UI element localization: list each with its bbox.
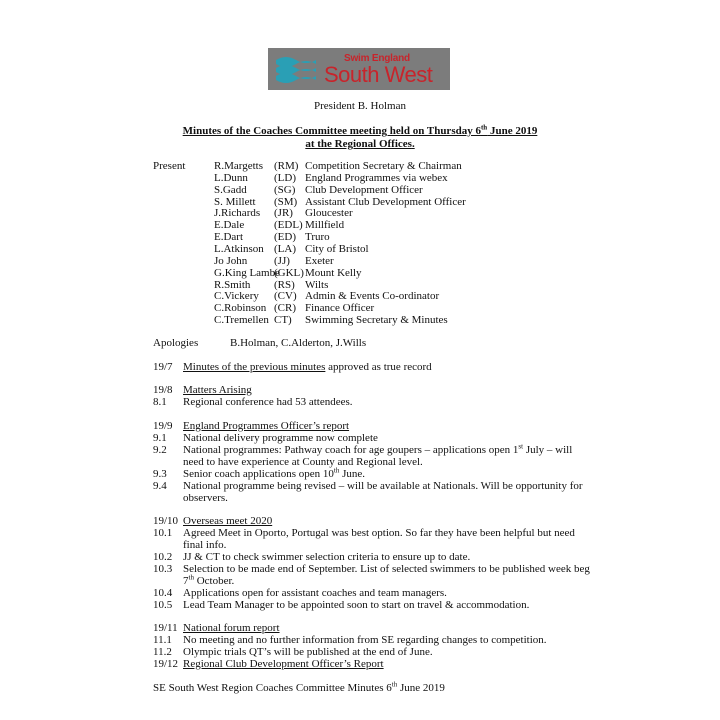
attendee-name: S. Millett (214, 195, 256, 208)
section-heading: Overseas meet 2020 (183, 515, 273, 527)
item-number: 9.1 (153, 432, 167, 444)
item-text-continued: 7th October. (183, 573, 235, 587)
attendee-name: L.Dunn (214, 171, 248, 184)
section-heading: Matters Arising (183, 384, 252, 396)
attendee-role: Gloucester (305, 207, 353, 220)
attendee-initials: (CR) (274, 302, 296, 315)
attendee-name: E.Dart (214, 231, 244, 244)
attendee-role: Admin & Events Co-ordinator (305, 290, 440, 303)
page-footer: SE South West Region Coaches Committee Minutes 6th June 2019 (153, 680, 445, 694)
attendee-initials: (ED) (274, 231, 296, 244)
item-text-continued: need to have experience at County and Regional level. (183, 456, 423, 468)
section-number: 19/7 (153, 361, 173, 373)
item-text: Regional conference had 53 attendees. (183, 396, 353, 408)
attendee-name: R.Margetts (214, 160, 263, 172)
attendee-role: Competition Secretary & Chairman (305, 160, 462, 172)
item-number: 10.1 (153, 527, 173, 539)
item-number: 8.1 (153, 396, 167, 408)
item-text: JJ & CT to check swimmer selection criteria to ensure up to date. (183, 551, 471, 563)
item-number: 10.4 (153, 587, 173, 599)
apologies-text: B.Holman, C.Alderton, J.Wills (230, 337, 367, 349)
attendee-initials: (SG) (274, 183, 296, 196)
item-text: Selection to be made end of September. List of selected swimmers to be published week beg (183, 563, 590, 575)
section-number: 19/8 (153, 384, 173, 396)
attendee-name: L.Atkinson (214, 242, 264, 255)
attendee-role: City of Bristol (305, 242, 369, 255)
attendee-initials: (RS) (274, 278, 295, 291)
attendee-initials: (JR) (274, 207, 293, 220)
attendee-initials: (LA) (274, 242, 296, 255)
section-heading: England Programmes Officer’s report (183, 420, 350, 432)
attendee-initials: (JJ) (274, 254, 290, 267)
attendee-role: Mount Kelly (305, 266, 362, 279)
item-text: Agreed Meet in Oporto, Portugal was best option. So far they have been helpful but need (183, 527, 575, 539)
wave-logo-icon (274, 54, 318, 84)
minutes-title-location: at the Regional Offices. (305, 138, 415, 150)
section-number: 19/10 (153, 515, 179, 527)
attendee-name: E.Dale (214, 219, 245, 232)
apologies-label: Apologies (153, 337, 199, 349)
item-text-continued: final info. (183, 539, 227, 551)
attendee-initials: (CV) (274, 290, 297, 303)
attendee-role: Club Development Officer (305, 183, 423, 196)
present-label: Present (153, 160, 186, 172)
item-text-continued: observers. (183, 492, 228, 504)
item-text: Senior coach applications open 10th June. (183, 466, 366, 480)
item-number: 10.3 (153, 563, 173, 575)
attendee-role: Assistant Club Development Officer (305, 195, 466, 208)
attendee-name: G.King Lambe (214, 266, 280, 279)
attendee-role: England Programmes via webex (305, 171, 448, 184)
item-text: National programmes: Pathway coach for age goupers – applications open 1st July – will (183, 442, 573, 456)
attendee-name: C.Robinson (214, 302, 267, 315)
attendee-initials: (SM) (274, 195, 298, 208)
item-text: No meeting and no further information from SE regarding changes to competition. (183, 634, 547, 646)
logo-top-text: Swim England (344, 53, 410, 64)
minutes-title: Minutes of the Coaches Committee meeting held on Thursday 6th June 2019 (182, 123, 538, 137)
attendee-name: C.Tremellen (214, 314, 269, 326)
item-number: 9.3 (153, 468, 167, 480)
attendee-initials: (EDL) (274, 219, 303, 232)
item-text: National delivery programme now complete (183, 432, 378, 444)
item-number: 11.1 (153, 634, 172, 646)
logo-main-text: South West (324, 62, 433, 87)
attendee-role: Finance Officer (305, 302, 375, 315)
item-number: 9.4 (153, 480, 167, 492)
attendee-initials: (RM) (274, 160, 299, 172)
item-number: 11.2 (153, 646, 172, 658)
attendee-name: Jo John (214, 254, 248, 267)
section-heading: National forum report (183, 622, 280, 634)
item-text: Olympic trials QT’s will be published at the end of June. (183, 646, 433, 658)
section-heading: Regional Club Development Officer’s Report (183, 658, 384, 670)
item-number: 10.5 (153, 599, 173, 611)
attendee-role: Millfield (305, 219, 345, 232)
item-text: Applications open for assistant coaches and team managers. (183, 587, 447, 599)
president-line: President B. Holman (314, 100, 406, 112)
attendee-initials: CT) (274, 314, 292, 326)
attendee-name: R.Smith (214, 278, 251, 291)
section-19-7: Minutes of the previous minutes approved as true record (183, 361, 432, 373)
attendee-name: J.Richards (214, 207, 261, 220)
item-text: National programme being revised – will be available at Nationals. Will be opportunity for (183, 480, 583, 492)
section-number: 19/12 (153, 658, 179, 670)
attendee-role: Swimming Secretary & Minutes (305, 314, 448, 326)
attendee-role: Truro (305, 231, 330, 244)
attendee-role: Exeter (305, 254, 334, 267)
attendee-initials: (GKL) (274, 266, 304, 279)
attendee-name: C.Vickery (214, 290, 259, 303)
item-number: 9.2 (153, 444, 167, 456)
item-text: Lead Team Manager to be appointed soon to start on travel & accommodation. (183, 599, 530, 611)
attendee-role: Wilts (305, 278, 329, 291)
section-number: 19/9 (153, 420, 173, 432)
attendee-initials: (LD) (274, 171, 296, 184)
item-number: 10.2 (153, 551, 173, 563)
swim-england-logo (268, 48, 450, 90)
section-number: 19/11 (153, 622, 178, 634)
attendee-name: S.Gadd (214, 183, 247, 196)
